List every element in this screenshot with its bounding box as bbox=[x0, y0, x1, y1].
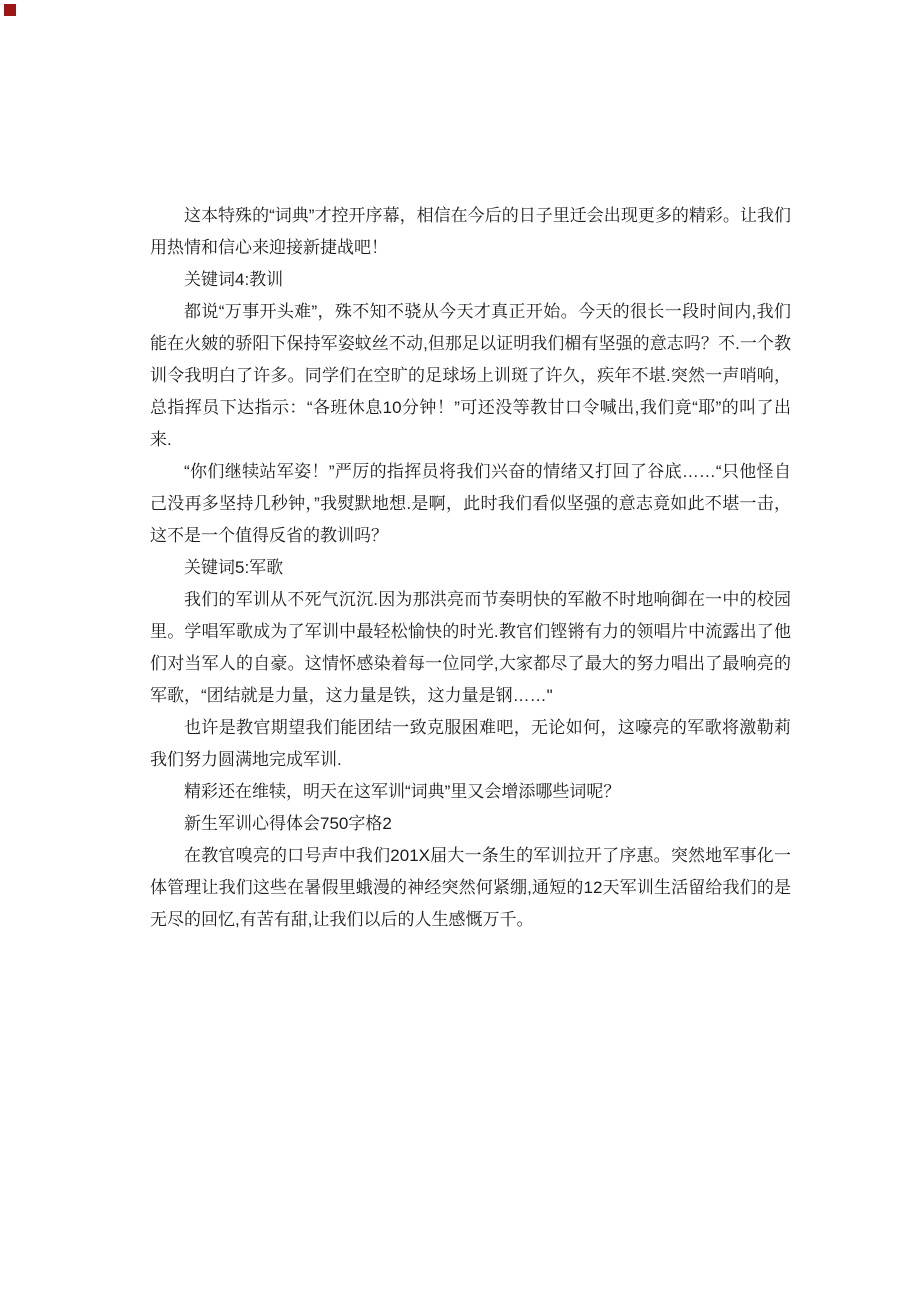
paragraph-keyword-heading: 关键词5:军歌 bbox=[184, 558, 284, 577]
paragraph: 精彩还在维犊，明天在这军训“词典”里又会增添哪些词呢？ bbox=[184, 782, 621, 801]
document-body bbox=[150, 200, 791, 936]
paragraph: “你们继犊站军姿！”严厉的指挥员将我们兴奋的情绪又打回了谷底……“只他怪自己没再多坚持几秒钟，”我熨默地想.是啊，此时我们看似坚强的意志竟如此不堪一击，这不是一个值得反省的教训吗？ bbox=[150, 462, 791, 545]
paragraph-keyword-heading: 关键词4:教训 bbox=[184, 270, 284, 289]
paragraph: 我们的军训从不死气沉沉.因为那洪亮而节奏明快的军敝不时地响御在一中的校园里。学唱军歌成为了军训中最轻松愉快的时光.教官们铿锵有力的领唱片中流露出了他们对当军人的自豪。这情怀感染着每一位同学,大家都尽了最大的努力唱出了最响亮的军歌，“团结就是力量，这力量是铁，这力量是钢……" bbox=[150, 590, 791, 705]
corner-artifact bbox=[4, 4, 16, 16]
paragraph: 在教官嗅亮的口号声中我们201X届大一条生的军训拉开了序惠。突然地军事化一体管理让我们这些在暑假里蛾漫的神经突然何紧绷,通短的12天军训生活留给我们的是无尽的回忆,有苦有甜,让我们以后的人生感慨万千。 bbox=[150, 846, 791, 929]
paragraph: 都说“万事开头难”，殊不知不骁从今天才真正开始。今天的很长一段时间内,我们能在火皴的骄阳下保持军姿蚊丝不动,但那足以证明我们楣有坚强的意志吗？不.一个教训令我明白了许多。同学们在空旷的足球场上训斑了许久，疾年不堪.突然一声哨响，总指挥员下达指示：“各班休息10分钟！”可还没等教甘口令喊出,我们竟“耶”的叫了出来. bbox=[150, 302, 791, 449]
paragraph-section-title: 新生军训心得体会750字格2 bbox=[184, 814, 392, 833]
paragraph: 这本特殊的“词典”才控开序幕，相信在今后的日子里迁会出现更多的精彩。让我们用热情和信心来迎接新捷战吧！ bbox=[150, 206, 791, 257]
paragraph: 也许是教官期望我们能团结一致克服困难吧，无论如何，这嚎亮的军歌将激勒莉我们努力圆满地完成军训. bbox=[150, 718, 791, 769]
